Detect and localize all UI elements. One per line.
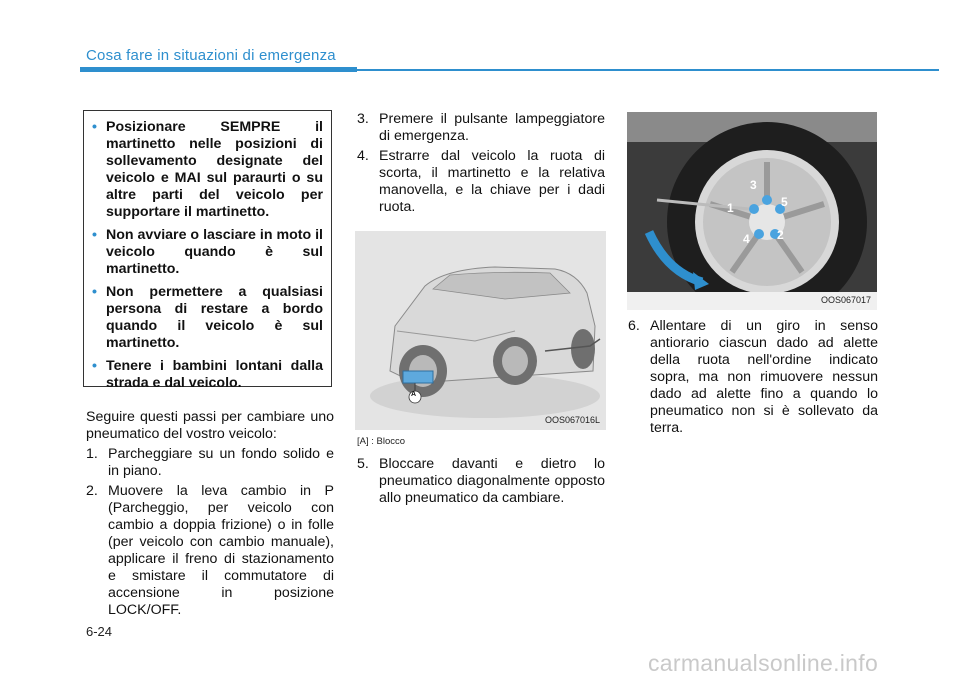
bullet-icon: • <box>92 119 97 135</box>
step-item <box>357 111 605 145</box>
step-text: Premere il pulsante lampeggiatore di emergenza. <box>379 111 605 144</box>
header-rule-thin <box>357 69 939 71</box>
step-number: 6. <box>628 318 640 334</box>
page-number: 6-24 <box>86 624 113 639</box>
watermark: carmanualsonline.info <box>648 650 879 676</box>
warning-text: Non permettere a qualsiasi persona di restare a bordo quando il veicolo è sul martinetto. <box>106 284 323 351</box>
warning-text: Posizionare SEMPRE il martinetto nelle posizioni di sollevamento designate del veicolo e MAI sul paraurti o su altre parti del veicolo per supportare il martinetto. <box>106 119 323 220</box>
step-item <box>628 318 878 437</box>
section-title: Cosa fare in situazioni di emergenza <box>86 47 336 64</box>
step-number: 3. <box>357 111 369 127</box>
wheel-nuts-figure <box>627 112 877 310</box>
warning-item <box>92 284 323 352</box>
warning-box <box>83 110 332 391</box>
figure-code: OOS067017 <box>820 295 871 305</box>
bullet-icon: • <box>92 227 97 243</box>
warning-item <box>92 227 323 278</box>
bullet-icon: • <box>92 358 97 374</box>
car-jack-figure <box>355 231 606 430</box>
figure-caption: [A] : Blocco <box>357 436 406 447</box>
step-item <box>86 483 334 619</box>
step-item <box>357 148 605 216</box>
bullet-icon: • <box>92 284 97 300</box>
wheel-illustration <box>627 112 877 310</box>
step-text: Muovere la leva cambio in P (Parcheggio, per veicolo con cambio a doppia frizione) o in folle (per veicolo con cambio manuale), applicare il freno di stazionamento e smistare il commutatore di accensione in posizione LOCK/OFF. <box>108 483 334 618</box>
warning-item <box>92 119 323 221</box>
column-2-text-bottom <box>357 456 605 510</box>
step-text: Estrarre dal veicolo la ruota di scorta, il martinetto e la relativa manovella, e la chiave per i dadi ruota. <box>379 148 605 215</box>
warning-text: Non avviare o lasciare in moto il veicolo quando è sul martinetto. <box>106 227 323 277</box>
step-number: 2. <box>86 483 98 499</box>
column-1-text <box>86 409 334 622</box>
step-number: 1. <box>86 446 98 462</box>
warning-item <box>92 358 323 392</box>
step-number: 5. <box>357 456 369 472</box>
column-3-text <box>628 318 878 440</box>
nut-label: 5 <box>781 195 788 209</box>
column-2-text <box>357 111 605 219</box>
step-item <box>357 456 605 507</box>
nut-label: 3 <box>750 178 757 192</box>
nut-label: 2 <box>777 228 784 242</box>
intro-text: Seguire questi passi per cambiare uno pneumatico del vostro veicolo: <box>86 409 334 442</box>
car-illustration <box>355 231 606 430</box>
header-rule-thick <box>80 67 357 72</box>
step-text: Parcheggiare su un fondo solido e in piano. <box>108 446 334 479</box>
step-number: 4. <box>357 148 369 164</box>
step-text: Allentare di un giro in senso antiorario ciascun dado ad alette della ruota nell'ordine indicato sopra, ma non rimuovere nessun dado ad alette fino a quando lo pneumatico non si è sollevato da terra. <box>650 318 878 436</box>
block-label: A <box>411 391 417 398</box>
nut-label: 1 <box>727 201 734 215</box>
step-text: Bloccare davanti e dietro lo pneumatico diagonalmente opposto allo pneumatico da cambiare. <box>379 456 605 506</box>
figure-code: OOS067016L <box>544 415 600 425</box>
nut-label: 4 <box>743 232 750 246</box>
step-item <box>86 446 334 480</box>
warning-text: Tenere i bambini lontani dalla strada e dal veicolo. <box>106 358 323 391</box>
